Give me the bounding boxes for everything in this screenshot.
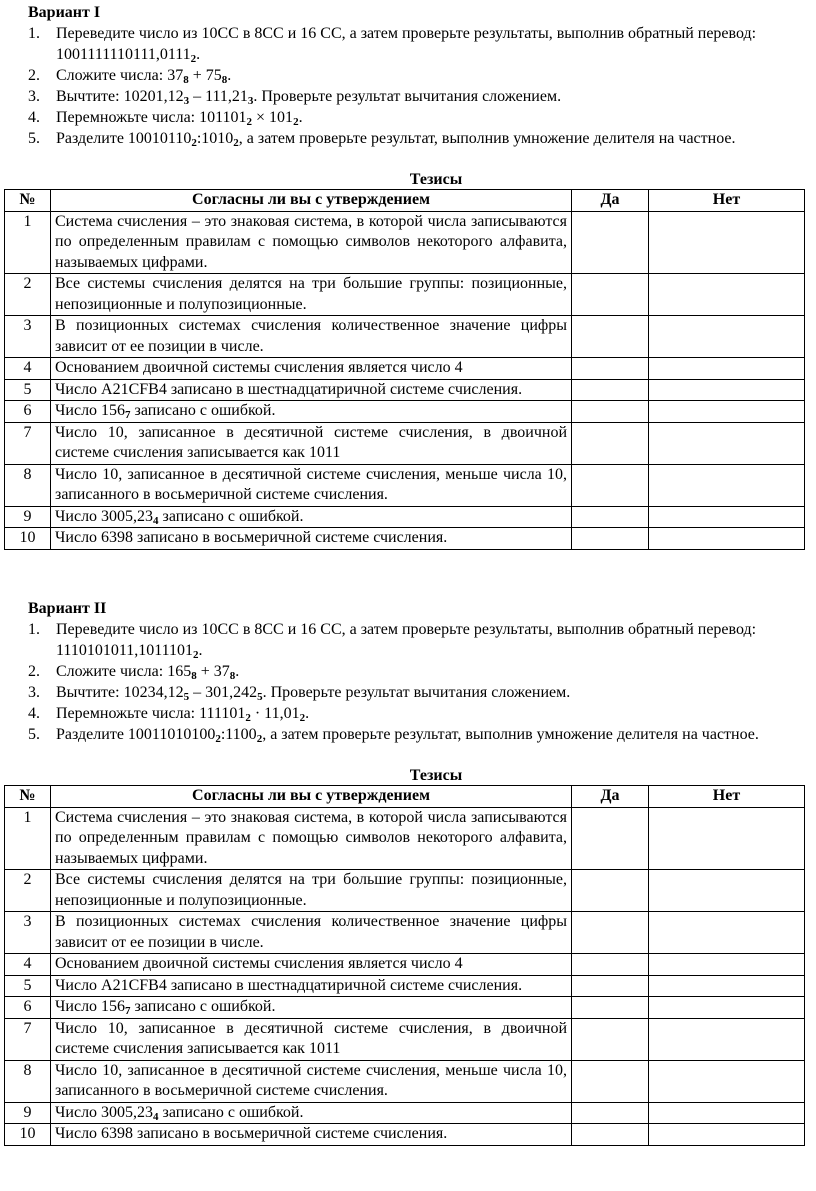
variant-title: Вариант II: [28, 600, 107, 617]
task-item: [0, 107, 800, 128]
table-row: [5, 358, 805, 380]
row-number: 1: [5, 211, 51, 274]
task-text-tail: . Проверьте результат вычитания сложением.: [262, 684, 571, 701]
task-item: [0, 65, 800, 86]
row-number: 10: [5, 528, 51, 550]
task-text: Разделите 10011010100: [56, 726, 216, 743]
yes-cell[interactable]: [572, 870, 649, 912]
table-row: [5, 870, 805, 912]
task-text-tail: .: [305, 705, 310, 722]
base-subscript: 4: [153, 1110, 159, 1123]
task-text-tail: , а затем проверьте результат, выполнив умножение делителя на частное.: [262, 726, 759, 743]
table-row: [5, 997, 805, 1019]
task-text-tail: – 301,242: [189, 684, 258, 701]
no-cell[interactable]: [649, 401, 805, 423]
thesis-text: Число 10, записанное в десятичной системе счисления, в двоичной системе счисления записывается как 1011: [51, 1018, 572, 1060]
table-row: [5, 211, 805, 274]
table-row: [5, 316, 805, 358]
thesis-text: Основанием двоичной системы счисления является число 4: [51, 954, 572, 976]
base-subscript: 3: [183, 95, 190, 107]
thesis-text: Число 6398 записано в восьмеричной системе счисления.: [51, 1124, 572, 1146]
base-subscript: 8: [191, 670, 197, 682]
table-row: [5, 807, 805, 870]
task-text-tail: . Проверьте результат вычитания сложением.: [253, 88, 562, 105]
task-text: Сложите числа: 165: [56, 663, 192, 680]
column-header-yes: Да: [572, 190, 649, 212]
yes-cell[interactable]: [572, 379, 649, 401]
no-cell[interactable]: [649, 997, 805, 1019]
thesis-text: Система счисления – это знаковая система, в которой числа записываются по определенным правилам с помощью символов некоторого алфавита, называемых цифрами.: [51, 807, 572, 870]
table-row: [5, 912, 805, 954]
no-cell[interactable]: [649, 316, 805, 358]
thesis-text-cell: [51, 401, 572, 423]
thesis-text: Число A21CFB4 записано в шестнадцатиричной системе счисления.: [51, 379, 572, 401]
row-number: 9: [5, 1102, 51, 1124]
base-subscript: 8: [229, 670, 236, 682]
yes-cell[interactable]: [572, 528, 649, 550]
thesis-text: В позиционных системах счисления количественное значение цифры зависит от ее позиции в числе.: [51, 912, 572, 954]
base-subscript: 2: [193, 649, 199, 661]
table-row: [5, 528, 805, 550]
task-item: [0, 724, 800, 745]
column-header-question: Согласны ли вы с утверждением: [51, 786, 572, 808]
task-text-tail: · 11,01: [250, 705, 300, 722]
table-row: [5, 379, 805, 401]
yes-cell[interactable]: [572, 1124, 649, 1146]
thesis-text-cell: [51, 1102, 572, 1124]
thesis-text: Число 6398 записано в восьмеричной системе счисления.: [51, 528, 572, 550]
no-cell[interactable]: [649, 807, 805, 870]
task-item: [0, 128, 800, 149]
column-header-number: №: [5, 786, 51, 808]
table-row: [5, 1124, 805, 1146]
table-row: [5, 401, 805, 423]
thesis-text: Число 3005,23: [55, 1103, 154, 1121]
table-row: [5, 274, 805, 316]
base-subscript: 4: [153, 514, 159, 527]
task-number: 5.: [28, 130, 40, 147]
base-subscript: 7: [125, 1005, 131, 1017]
row-number: 8: [5, 1060, 51, 1102]
base-subscript: 2: [233, 137, 239, 149]
no-cell[interactable]: [649, 1102, 805, 1124]
base-subscript: 2: [245, 712, 251, 724]
yes-cell[interactable]: [572, 401, 649, 423]
yes-cell[interactable]: [572, 1102, 649, 1124]
task-text: Переведите число из 10СС в 8СС и 16 СС, а затем проверьте результаты, выполнив обратный перевод: 1110101011,1011101: [56, 621, 757, 659]
task-text-tail: :1100: [220, 726, 257, 743]
no-cell[interactable]: [649, 975, 805, 997]
yes-cell[interactable]: [572, 954, 649, 976]
thesis-text: В позиционных системах счисления количественное значение цифры зависит от ее позиции в числе.: [51, 316, 572, 358]
column-header-number: №: [5, 190, 51, 212]
base-subscript: 8: [221, 74, 228, 86]
task-text-tail: × 101: [252, 109, 294, 126]
base-subscript: 2: [299, 712, 306, 724]
yes-cell[interactable]: [572, 1060, 649, 1102]
thesis-text-cell: [51, 997, 572, 1019]
no-cell[interactable]: [649, 379, 805, 401]
task-text-tail: .: [227, 67, 232, 84]
task-number: 3.: [28, 684, 40, 701]
table-row: [5, 506, 805, 528]
no-cell[interactable]: [649, 954, 805, 976]
row-number: 5: [5, 975, 51, 997]
task-item: [0, 682, 800, 703]
row-number: 7: [5, 422, 51, 464]
task-text: Перемножьте числа: 101101: [56, 109, 247, 126]
row-number: 2: [5, 870, 51, 912]
task-item: [0, 619, 800, 661]
no-cell[interactable]: [649, 506, 805, 528]
thesis-text: Число 156: [55, 402, 126, 419]
task-text-tail: :1010: [196, 130, 234, 147]
row-number: 8: [5, 464, 51, 506]
task-text-tail: .: [298, 109, 303, 126]
yes-cell[interactable]: [572, 211, 649, 274]
row-number: 2: [5, 274, 51, 316]
task-number: 3.: [28, 88, 40, 105]
no-cell[interactable]: [649, 528, 805, 550]
yes-cell[interactable]: [572, 1018, 649, 1060]
thesis-text: Число A21CFB4 записано в шестнадцатиричной системе счисления.: [51, 975, 572, 997]
table-header-row: [5, 786, 805, 808]
task-number: 4.: [28, 705, 40, 722]
thesis-text: Число 10, записанное в десятичной системе счисления, меньше числа 10, записанного в восьмеричной системе счисления.: [51, 464, 572, 506]
column-header-no: Нет: [649, 190, 805, 212]
task-list: [0, 619, 800, 745]
thesis-text-tail: записано с ошибкой.: [130, 998, 276, 1015]
task-text: Разделите 10010110: [56, 130, 192, 147]
table-row: [5, 464, 805, 506]
no-cell[interactable]: [649, 464, 805, 506]
row-number: 6: [5, 997, 51, 1019]
yes-cell[interactable]: [572, 358, 649, 380]
theses-table: [4, 785, 805, 1146]
base-subscript: 2: [215, 733, 221, 745]
table-row: [5, 422, 805, 464]
thesis-text-tail: записано с ошибкой.: [158, 1103, 304, 1121]
row-number: 1: [5, 807, 51, 870]
task-list: [0, 23, 800, 149]
yes-cell[interactable]: [572, 997, 649, 1019]
thesis-text: Все системы счисления делятся на три большие группы: позиционные, непозиционные и полупозиционные.: [51, 870, 572, 912]
task-item: [0, 703, 800, 724]
task-text-tail: + 37: [196, 663, 230, 680]
task-text-tail: .: [235, 663, 240, 680]
variant-title: Вариант I: [28, 4, 101, 21]
table-row: [5, 1102, 805, 1124]
yes-cell[interactable]: [572, 274, 649, 316]
thesis-text: Система счисления – это знаковая система, в которой числа записываются по определенным правилам с помощью символов некоторого алфавита, называемых цифрами.: [51, 211, 572, 274]
table-row: [5, 954, 805, 976]
base-subscript: 3: [247, 95, 254, 107]
thesis-text: Основанием двоичной системы счисления является число 4: [51, 358, 572, 380]
yes-cell[interactable]: [572, 975, 649, 997]
task-item: [0, 661, 800, 682]
base-subscript: 2: [191, 137, 197, 149]
base-subscript: 2: [256, 733, 263, 745]
row-number: 5: [5, 379, 51, 401]
table-header-row: [5, 190, 805, 212]
thesis-text: Число 10, записанное в десятичной системе счисления, меньше числа 10, записанного в восьмеричной системе счисления.: [51, 1060, 572, 1102]
theses-title: Тезисы: [409, 767, 463, 784]
thesis-text: Число 3005,23: [55, 507, 154, 525]
yes-cell[interactable]: [572, 422, 649, 464]
table-row: [5, 1018, 805, 1060]
base-subscript: 8: [183, 74, 189, 86]
no-cell[interactable]: [649, 1060, 805, 1102]
task-number: 5.: [28, 726, 40, 743]
task-text-tail: + 75: [188, 67, 222, 84]
base-subscript: 2: [246, 116, 253, 128]
row-number: 3: [5, 316, 51, 358]
row-number: 4: [5, 954, 51, 976]
no-cell[interactable]: [649, 422, 805, 464]
task-text-tail: , а затем проверьте результат, выполнив умножение делителя на частное.: [238, 130, 736, 147]
base-subscript: 5: [257, 691, 263, 703]
thesis-text: Число 156: [55, 998, 126, 1015]
task-text-tail: – 111,21: [189, 88, 248, 105]
task-text: Вычтите: 10234,12: [56, 684, 184, 701]
yes-cell[interactable]: [572, 464, 649, 506]
row-number: 10: [5, 1124, 51, 1146]
thesis-text-tail: записано с ошибкой.: [158, 507, 304, 525]
task-number: 2.: [28, 663, 40, 680]
task-text: Сложите числа: 37: [56, 67, 184, 84]
base-subscript: 5: [183, 691, 190, 703]
task-number: 1.: [28, 25, 40, 42]
column-header-question: Согласны ли вы с утверждением: [51, 190, 572, 212]
base-subscript: 2: [293, 116, 299, 128]
no-cell[interactable]: [649, 1018, 805, 1060]
row-number: 7: [5, 1018, 51, 1060]
theses-table: [4, 189, 805, 550]
task-item: [0, 86, 800, 107]
yes-cell[interactable]: [572, 807, 649, 870]
thesis-text-cell: [51, 506, 572, 528]
no-cell[interactable]: [649, 274, 805, 316]
thesis-text: Число 10, записанное в десятичной системе счисления, в двоичной системе счисления записывается как 1011: [51, 422, 572, 464]
thesis-text-tail: записано с ошибкой.: [130, 402, 276, 419]
yes-cell[interactable]: [572, 912, 649, 954]
table-row: [5, 1060, 805, 1102]
task-text: Переведите число из 10СС в 8СС и 16 СС, а затем проверьте результаты, выполнив обратный перевод: 1001111110111,0111: [56, 25, 757, 63]
column-header-yes: Да: [572, 786, 649, 808]
theses-title: Тезисы: [409, 171, 463, 188]
no-cell[interactable]: [649, 1124, 805, 1146]
row-number: 6: [5, 401, 51, 423]
task-number: 2.: [28, 67, 40, 84]
task-text: Перемножьте числа: 111101: [56, 705, 246, 722]
row-number: 4: [5, 358, 51, 380]
task-number: 4.: [28, 109, 40, 126]
task-number: 1.: [28, 621, 40, 638]
yes-cell[interactable]: [572, 316, 649, 358]
table-row: [5, 975, 805, 997]
row-number: 9: [5, 506, 51, 528]
thesis-text: Все системы счисления делятся на три большие группы: позиционные, непозиционные и полупозиционные.: [51, 274, 572, 316]
task-text-tail: .: [196, 46, 201, 63]
no-cell[interactable]: [649, 358, 805, 380]
yes-cell[interactable]: [572, 506, 649, 528]
no-cell[interactable]: [649, 211, 805, 274]
row-number: 3: [5, 912, 51, 954]
base-subscript: 7: [125, 409, 131, 421]
task-item: [0, 23, 800, 65]
no-cell[interactable]: [649, 870, 805, 912]
column-header-no: Нет: [649, 786, 805, 808]
task-text: Вычтите: 10201,12: [56, 88, 184, 105]
base-subscript: 2: [190, 53, 197, 65]
no-cell[interactable]: [649, 912, 805, 954]
task-text-tail: .: [198, 642, 203, 659]
